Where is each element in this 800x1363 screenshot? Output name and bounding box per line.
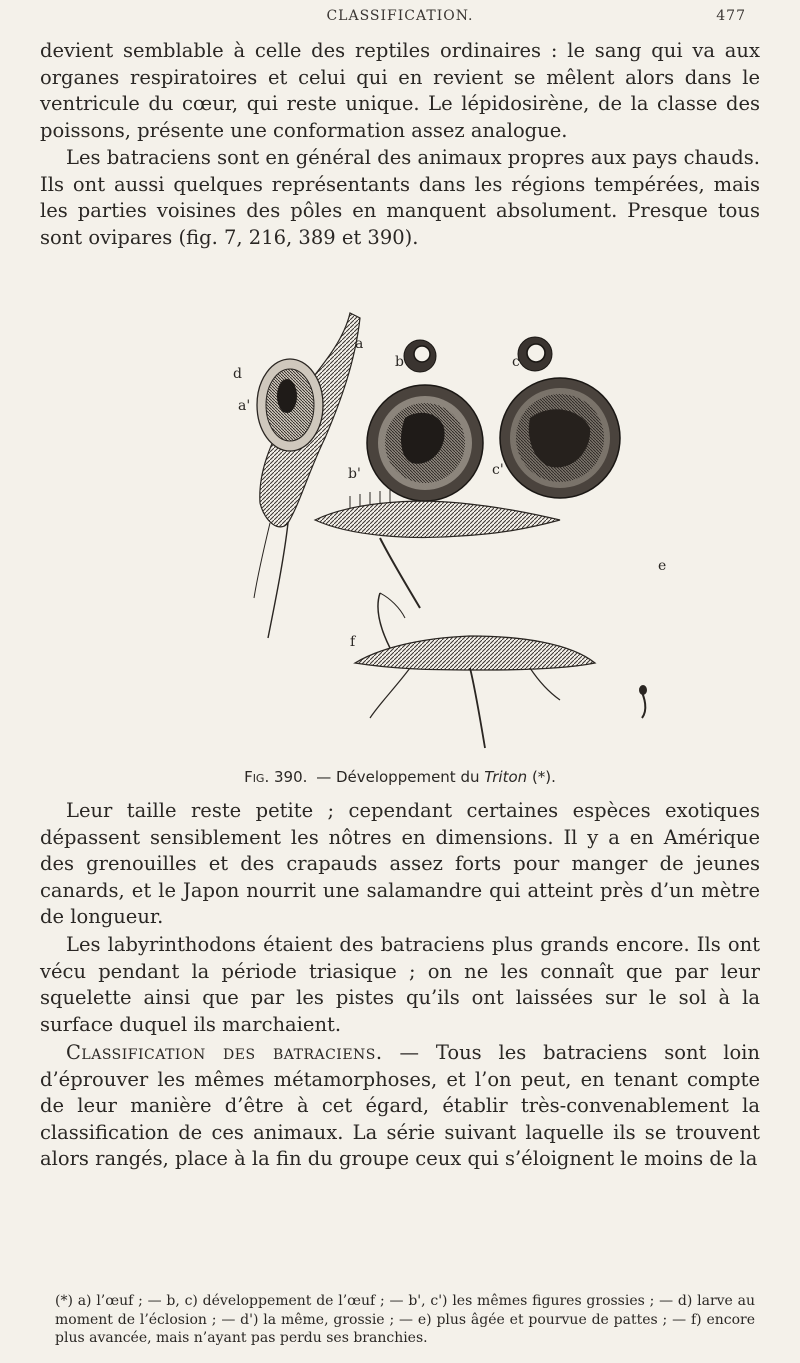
- label-d: d: [233, 366, 242, 382]
- caption-text: — Développement du: [316, 768, 480, 786]
- paragraph-continued: devient semblable à celle des reptiles ordinaires : le sang qui va aux organes respiratoires et celui qui en revient se mêlent alors dans le ventricule du cœur, qui reste unique. Le lépidosirène, de la classe des poissons, présente une conformation assez analogue.: [40, 39, 760, 142]
- label-a: a: [355, 336, 364, 352]
- paragraph-labyrinthodons: Les labyrinthodons étaient des batraciens plus grands encore. Ils ont vécu pendant la période triasique ; on ne les connaît que par leur squelette ainsi que par les pistes qu’ils ont laissées sur le sol à la surface duquel ils marchaient.: [40, 933, 760, 1036]
- triton-illustration: [230, 308, 670, 768]
- label-a-prime: a': [238, 398, 251, 414]
- footnote: (*) a) l’œuf ; — b, c) développement de l’œuf ; — b', c') les mêmes figures grossies ; — d) larve au moment de l’éclosion ; — d') la même, grossie ; — e) plus âgée et pourvue de pattes ; — f) encore plus avancée, mais n’ayant pas perdu ses branchies.: [55, 1293, 755, 1346]
- figure-caption: [0, 768, 800, 786]
- egg-b-prime-drawing: [257, 359, 323, 451]
- label-b-prime: b': [348, 466, 361, 482]
- larva-f-drawing: [355, 593, 595, 748]
- classification-heading: Classification des batraciens.: [66, 1041, 383, 1064]
- figure-triton-development: [230, 308, 670, 768]
- label-c-prime: c': [492, 462, 504, 478]
- egg-c-prime-2-drawing: [500, 378, 620, 498]
- caption-suffix: (*).: [531, 768, 556, 786]
- label-c: c: [512, 354, 520, 370]
- caption-genus: Triton: [484, 768, 528, 786]
- egg-c-prime-drawing: [367, 385, 483, 501]
- running-title: CLASSIFICATION.: [326, 8, 474, 24]
- egg-b-drawing: [404, 340, 436, 372]
- classification-text: — Tous les batraciens sont loin d’éprouver les mêmes métamorphoses, et l’on peut, en tenant compte de leur manière d’être à cet égard, établir très-convenablement la classification de ces animaux. La série suivant laquelle ils se trouvent alors rangés, place à la fin du groupe ceux qui s’éloignent le moins de la: [40, 1041, 760, 1170]
- larva-e-drawing: [315, 490, 560, 608]
- label-f: f: [350, 634, 356, 650]
- paragraph-classification: [40, 1040, 760, 1173]
- egg-c-drawing: [518, 337, 552, 371]
- paragraph-distribution: Les batraciens sont en général des animaux propres aux pays chauds. Ils ont aussi quelques représentants dans les régions tempérées, mais les parties voisines des pôles en manquent absolument. Presque tous sont ovipares (fig. 7, 216, 389 et 390).: [40, 146, 760, 249]
- running-header: [40, 8, 760, 32]
- label-e: e: [658, 558, 667, 574]
- paragraph-size: Leur taille reste petite ; cependant certaines espèces exotiques dépassent sensiblement les nôtres en dimensions. Il y a en Amérique des grenouilles et des crapauds assez forts pour manger de jeunes canards, et le Japon nourrit une salamandre qui atteint près d’un mètre de longueur.: [40, 799, 760, 928]
- caption-label: Fig. 390.: [244, 768, 308, 786]
- page-number: 477: [716, 8, 746, 24]
- tiny-larva-drawing: [639, 685, 647, 718]
- larva-d-drawing: [254, 313, 360, 638]
- label-b: b: [395, 354, 404, 370]
